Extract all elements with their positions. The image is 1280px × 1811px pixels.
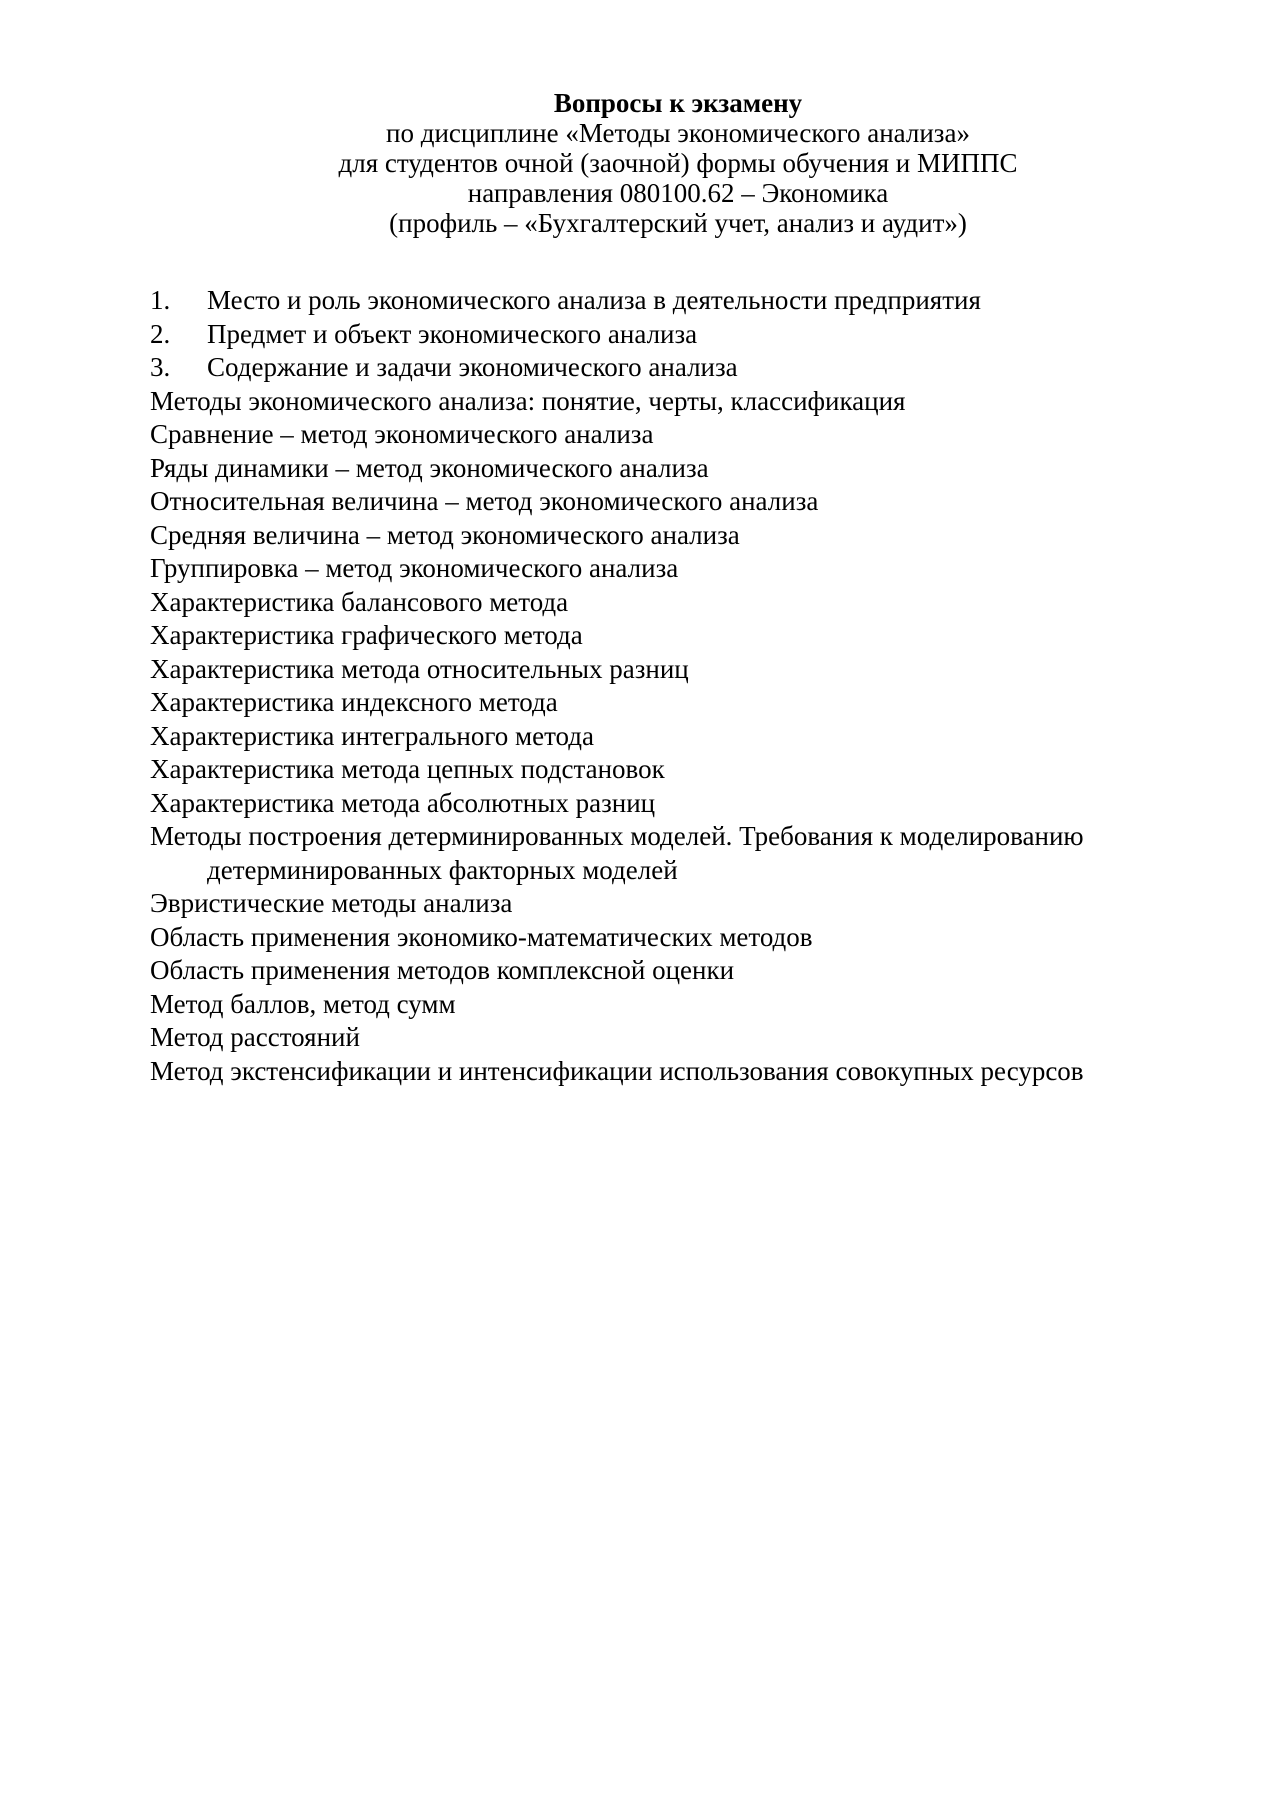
list-item: Ряды динамики – метод экономического анализа [150,452,709,483]
students-line: для студентов очной (заочной) формы обучения и МИППС [338,148,1018,178]
list-item: Характеристика индексного метода [150,687,558,717]
list-item: Характеристика метода абсолютных разниц [150,787,656,818]
list-item [150,820,1210,887]
list-item: Характеристика графического метода [150,620,583,650]
list-item: Метод баллов, метод сумм [150,988,456,1019]
list-item: Метод экстенсификации и интенсификации использования совокупных ресурсов [150,1055,1084,1086]
list-item-text-line2: детерминированных факторных моделей [207,854,678,885]
list-item: Средняя величина – метод экономического анализа [150,519,740,550]
list-item: Группировка – метод экономического анализа [150,553,679,583]
list-item-text-line1: Методы построения детерминированных моделей. Требования к моделированию [150,821,1084,851]
document-title: Вопросы к экзамену [553,88,803,118]
list-item: Относительная величина – метод экономического анализа [150,486,819,516]
list-item: Область применения экономико-математических методов [150,921,813,952]
list-item-text: Содержание и задачи экономического анализа [207,352,738,382]
list-item: Метод расстояний [150,1022,360,1052]
list-item: Сравнение – метод экономического анализа [150,419,654,449]
list-item: Характеристика интегрального метода [150,720,594,751]
list-item-text: Предмет и объект экономического анализа [207,318,698,349]
list-item-number: 3. [150,352,171,382]
list-item [150,318,1210,352]
list-item-number: 2. [150,318,171,349]
list-item-text: Место и роль экономического анализа в деятельности предприятия [207,285,981,315]
list-item: Характеристика метода относительных разниц [150,653,689,684]
list-item-number: 1. [150,285,171,315]
list-item: Методы экономического анализа: понятие, черты, классификация [150,385,906,416]
direction-line: направления 080100.62 – Экономика [467,178,889,208]
list-item [150,284,1210,318]
list-item: Характеристика балансового метода [150,586,569,617]
list-item: Эвристические методы анализа [150,888,513,918]
document-header [150,88,1206,238]
list-item: Характеристика метода цепных подстановок [150,754,665,784]
list-item [150,351,1210,385]
discipline-line: по дисциплине «Методы экономического анализа» [386,118,970,148]
questions-list [150,284,1210,1088]
list-item: Область применения методов комплексной оценки [150,955,735,985]
profile-line: (профиль – «Бухгалтерский учет, анализ и аудит») [389,208,967,238]
